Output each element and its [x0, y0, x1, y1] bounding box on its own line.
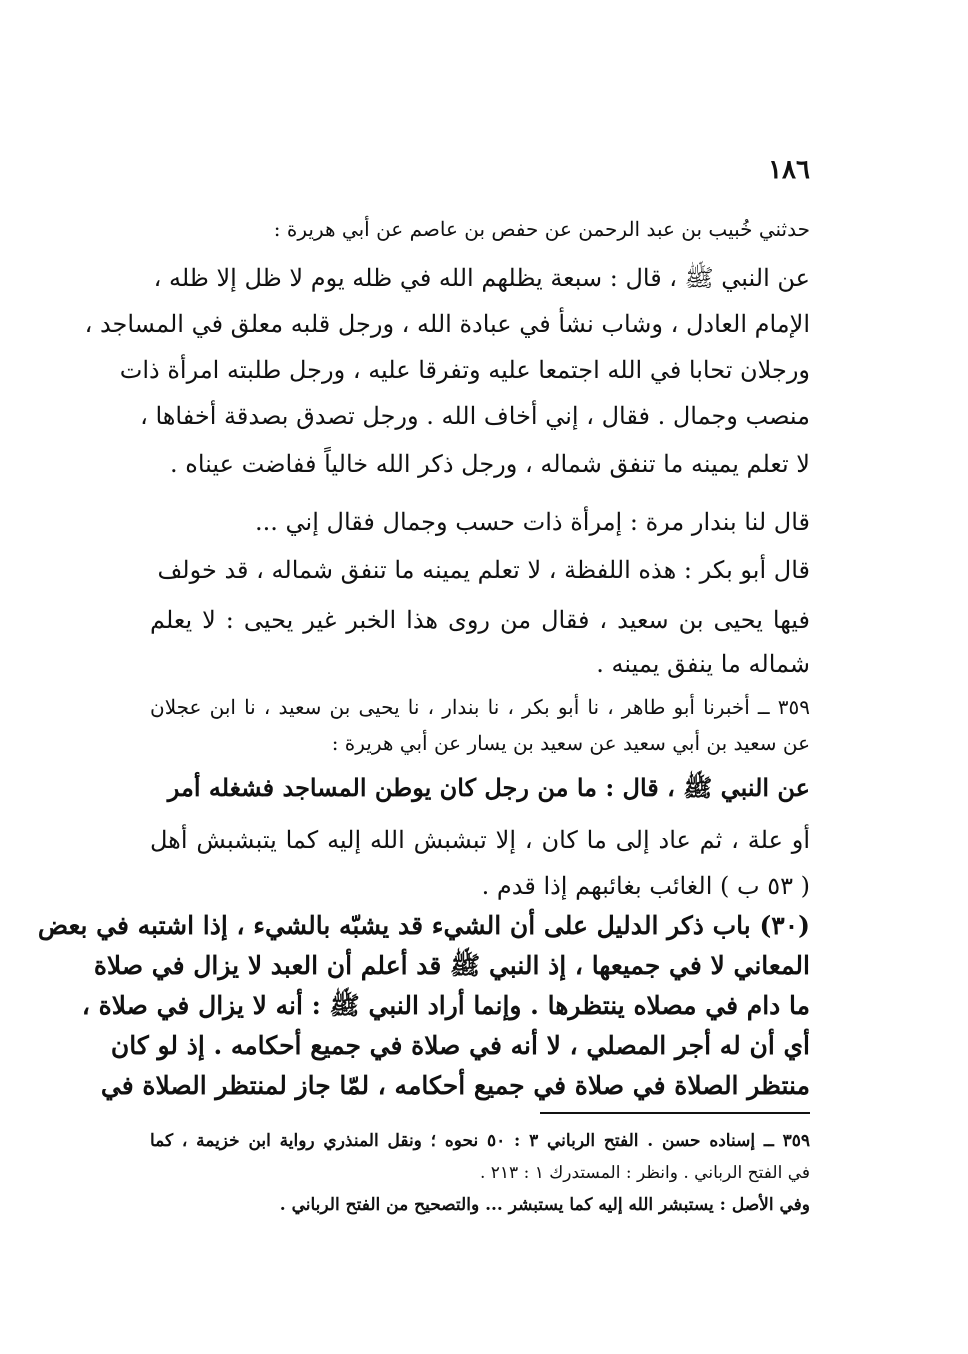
text-line: ورجلان تحابا في الله اجتمعا عليه وتفرقا عليه ، ورجل طلبته امرأة ذات [119, 356, 810, 384]
text-line: الإمام العادل ، وشاب نشأ في عبادة الله ، ورجل قلبه معلق في المساجد ، [84, 310, 810, 338]
text-line: حدثني خُبيب بن عبد الرحمن عن حفص بن عاصم عن أبي هريرة : [273, 217, 810, 241]
text-line: قال أبو بكر : هذه اللفظة ، لا تعلم يمينه ما تنفق شماله ، قد خولف [157, 556, 810, 584]
footnote-line: ٣٥٩ ــ إسناده حسن . الفتح الرباني ٣ : ٥٠ نحوه ؛ ونقل المنذري رواية ابن خزيمة ، كما [150, 1131, 810, 1151]
footnote-separator [540, 1112, 810, 1114]
text-line: عن النبي ﷺ ، قال : ما من رجل كان يوطن المساجد فشغله أمر [167, 773, 810, 802]
text-line: فيها يحيى بن سعيد ، فقال من روى هذا الخبر غير يحيى : لا يعلم [150, 606, 810, 634]
text-line: عن النبي ﷺ ، قال : سبعة يظلهم الله في ظله يوم لا ظل إلا ظله ، [153, 264, 810, 292]
chapter-heading-line: (٣٠) باب ذكر الدليل على أن الشيء قد يشبّه بالشيء ، إذا اشتبه في بعض [37, 911, 810, 940]
footnote-line: في الفتح الرباني . وانظر : المستدرك ١ : ٢١٣ . [479, 1163, 810, 1183]
text-line: شماله ما ينفق يمينه . [596, 650, 810, 678]
text-line: منصب وجمال . فقال ، إني أخاف الله . ورجل تصدق بصدقة أخفاها ، [140, 402, 810, 430]
text-line: قال لنا بندار مرة : إمرأة ذات حسب وجمال فقال إني ... [255, 508, 810, 536]
chapter-heading-line: المعاني لا في جميعها ، إذ النبي ﷺ قد أعلم أن العبد لا يزال في صلاة [93, 951, 810, 980]
text-line: أو علة ، ثم عاد إلى ما كان ، إلا تبشبش الله إليه كما يتبشبش أهل [150, 826, 810, 854]
chapter-heading-line: ما دام في مصلاه ينتظرها . وإنما أراد النبي ﷺ : أنه لا يزال في صلاة ، [81, 991, 810, 1020]
footnote-line: وفي الأصل : يستبشر الله إليه كما يستبشر ... والتصحيح من الفتح الرباني . [279, 1195, 810, 1215]
chapter-heading-line: أي أن له أجر المصلي ، لا أنه في صلاة في جميع أحكامه . إذ لو كان [110, 1031, 810, 1060]
page-number: ١٨٦ [768, 155, 810, 185]
chapter-heading-line: منتظر الصلاة في صلاة في جميع أحكامه ، لمّا جاز لمنتظر الصلاة في [100, 1071, 810, 1100]
text-line: ( ٥٣ ب ) الغائب بغائبهم إذا قدم . [481, 872, 810, 900]
text-line: لا تعلم يمينه ما تنفق شماله ، ورجل ذكر الله خالياً ففاضت عيناه . [170, 450, 810, 478]
text-line: عن سعيد بن أبي سعيد عن سعيد بن يسار عن أبي هريرة : [331, 731, 810, 755]
text-line: ٣٥٩ ــ أخبرنا أبو طاهر ، نا أبو بكر ، نا بندار ، نا يحيى بن سعيد ، نا ابن عجلان [150, 695, 810, 719]
